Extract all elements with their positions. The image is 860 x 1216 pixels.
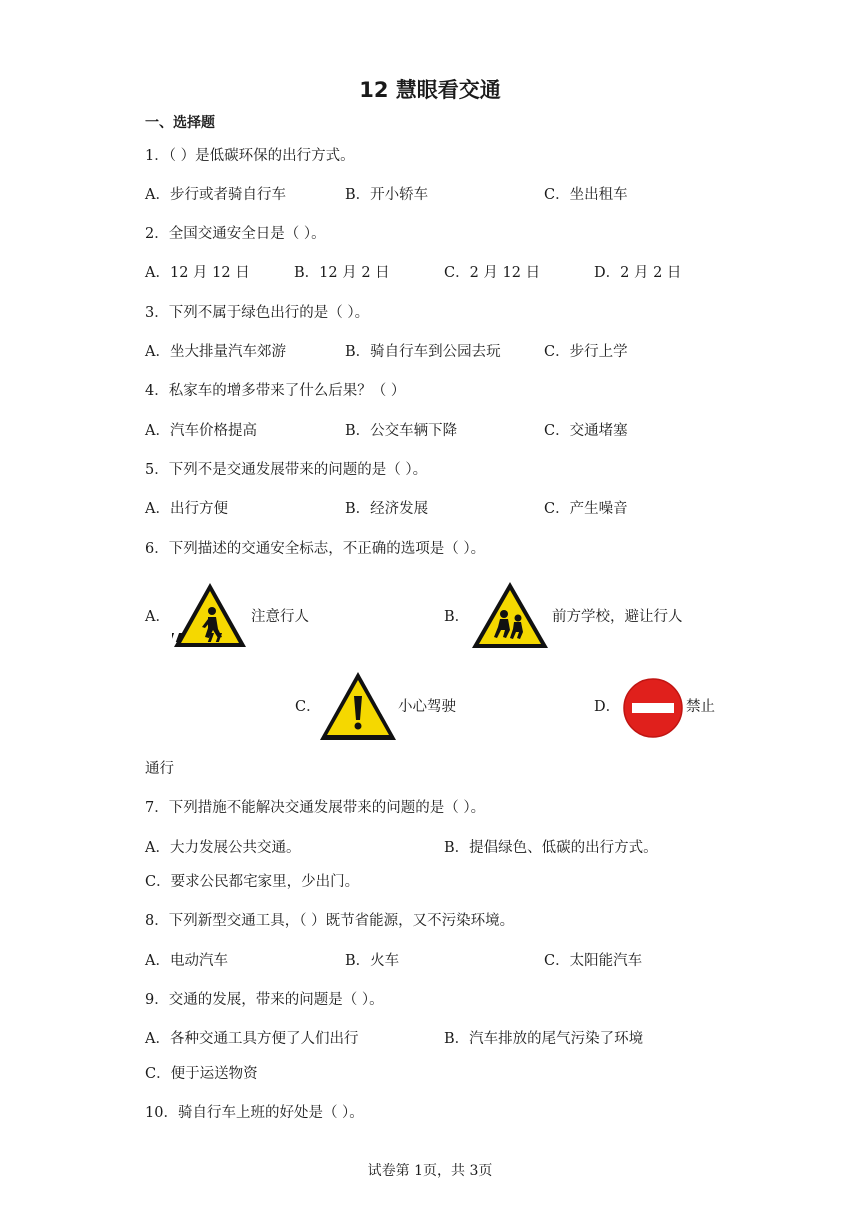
q6-option-c-label: C．: [295, 699, 321, 715]
q3-option-b: B．骑自行车到公园去玩: [345, 344, 501, 360]
q9-option-c: C．便于运送物资: [145, 1066, 258, 1082]
page-footer: 试卷第 1页，共 3页: [367, 1163, 493, 1179]
q3-option-a: A．坐大排量汽车郊游: [145, 344, 286, 360]
q5-option-c: C．产生噪音: [544, 501, 628, 517]
school-children-sign-icon: [470, 580, 550, 650]
q4-option-a: A．汽车价格提高: [145, 423, 257, 439]
question-3: 3．下列不属于绿色出行的是（ ）。: [145, 305, 370, 321]
question-7: 7．下列措施不能解决交通发展带来的问题的是（ ）。: [145, 800, 486, 816]
q9-option-b: B．汽车排放的尾气污染了环境: [444, 1031, 644, 1047]
q2-option-a: A．12 月 12 日: [145, 265, 250, 281]
q1-option-a: A．步行或者骑自行车: [145, 187, 286, 203]
q2-option-b: B．12 月 2 日: [294, 265, 390, 281]
question-6: 6．下列描述的交通安全标志，不正确的选项是（ ）。: [145, 541, 486, 557]
q9-option-a: A．各种交通工具方便了人们出行: [145, 1031, 359, 1047]
question-9: 9．交通的发展，带来的问题是（ ）。: [145, 992, 384, 1008]
q5-option-b: B．经济发展: [345, 501, 429, 517]
q6-option-b-text: 前方学校，避让行人: [552, 609, 683, 625]
q7-option-a: A．大力发展公共交通。: [145, 840, 301, 856]
q7-option-c: C．要求公民都宅家里，少出门。: [145, 874, 360, 890]
q2-option-d: D．2 月 2 日: [594, 265, 682, 281]
q3-option-c: C．步行上学: [544, 344, 628, 360]
q4-option-c: C．交通堵塞: [544, 423, 628, 439]
question-1: 1．（ ）是低碳环保的出行方式。: [145, 148, 355, 164]
exclamation-warning-sign-icon: [318, 670, 398, 742]
q8-option-b: B．火车: [345, 953, 400, 969]
question-4: 4．私家车的增多带来了什么后果？（ ）: [145, 383, 406, 399]
question-2: 2．全国交通安全日是（ ）。: [145, 226, 326, 242]
pedestrian-crossing-sign-icon: [172, 581, 248, 649]
q6-option-a-label: A．: [145, 609, 170, 625]
q6-option-d-text: 禁止: [686, 699, 715, 715]
q8-option-c: C．太阳能汽车: [544, 953, 643, 969]
q5-option-a: A．出行方便: [145, 501, 228, 517]
section-heading: 一、选择题: [145, 115, 215, 131]
q6-option-a-text: 注意行人: [251, 609, 309, 625]
q1-option-b: B．开小轿车: [345, 187, 429, 203]
question-8: 8．下列新型交通工具，（ ）既节省能源，又不污染环境。: [145, 913, 515, 929]
q6-option-d-label: D．: [594, 699, 621, 715]
q6-option-c-text: 小心驾驶: [398, 699, 456, 715]
q8-option-a: A．电动汽车: [145, 953, 228, 969]
q7-option-b: B．提倡绿色、低碳的出行方式。: [444, 840, 658, 856]
q1-option-c: C．坐出租车: [544, 187, 628, 203]
q2-option-c: C．2 月 12 日: [444, 265, 541, 281]
question-5: 5．下列不是交通发展带来的问题的是（ ）。: [145, 462, 428, 478]
question-10: 10．骑自行车上班的好处是（ ）。: [145, 1105, 364, 1121]
q6-option-d-continuation: 通行: [145, 761, 174, 777]
q4-option-b: B．公交车辆下降: [345, 423, 458, 439]
page-title: 12 慧眼看交通: [359, 78, 501, 102]
no-entry-sign-icon: [623, 678, 683, 738]
q6-option-b-label: B．: [444, 609, 470, 625]
